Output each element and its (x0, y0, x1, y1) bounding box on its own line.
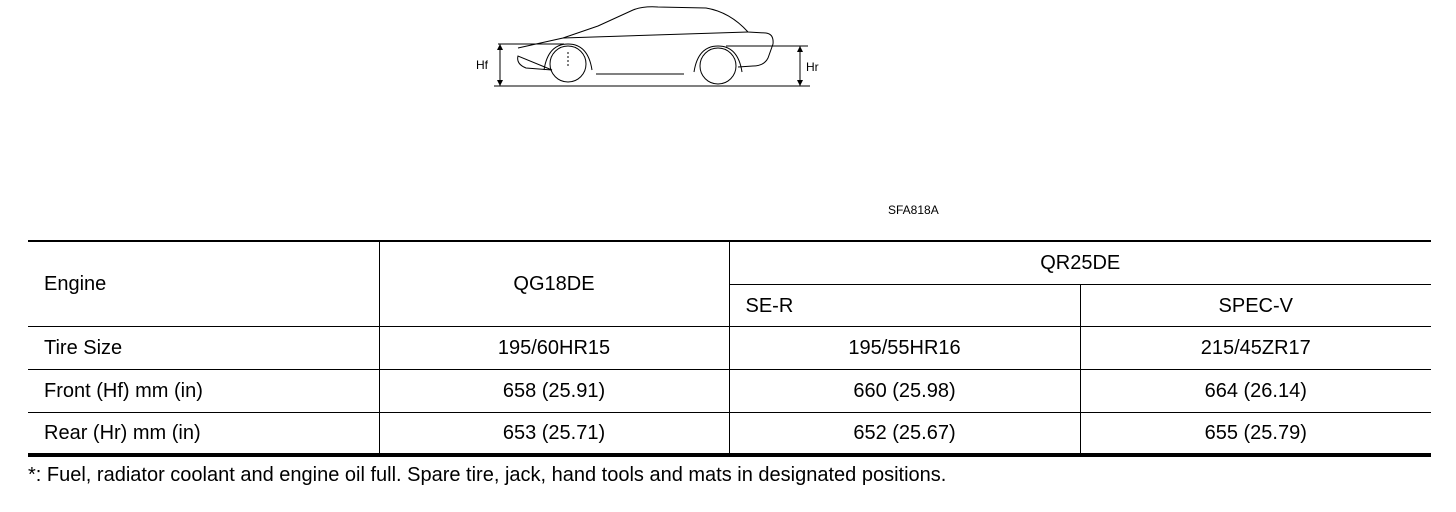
row-label: Rear (Hr) mm (in) (28, 413, 379, 456)
row-label: Front (Hf) mm (in) (28, 370, 379, 413)
row-label: Tire Size (28, 327, 379, 370)
table-header-row (28, 241, 1431, 285)
table-row (28, 370, 1431, 413)
ser-header: SE-R (729, 285, 1080, 327)
vehicle-height-diagram (468, 0, 828, 100)
table-cell: 195/55HR16 (729, 327, 1080, 370)
table-cell: 655 (25.79) (1080, 413, 1431, 456)
rear-height-label: Hr (806, 60, 819, 74)
engine-header: Engine (28, 241, 379, 327)
table-cell: 195/60HR15 (379, 327, 729, 370)
specv-header: SPEC-V (1080, 285, 1431, 327)
table-cell: 664 (26.14) (1080, 370, 1431, 413)
table-cell: 658 (25.91) (379, 370, 729, 413)
rear-wheel (700, 48, 736, 84)
front-height-label: Hf (476, 58, 488, 72)
table-cell: 652 (25.67) (729, 413, 1080, 456)
table-row (28, 413, 1431, 456)
table-cell: 215/45ZR17 (1080, 327, 1431, 370)
car-window-line (563, 32, 748, 38)
qr25de-header: QR25DE (729, 241, 1431, 285)
table-cell: 660 (25.98) (729, 370, 1080, 413)
footnote: *: Fuel, radiator coolant and engine oil full. Spare tire, jack, hand tools and mats in designated positions. (28, 464, 947, 486)
qg18de-header: QG18DE (379, 241, 729, 327)
figure-code: SFA818A (888, 203, 939, 217)
vehicle-height-table (28, 240, 1431, 457)
table-cell: 653 (25.71) (379, 413, 729, 456)
table-row (28, 327, 1431, 370)
car-body-outline (518, 7, 773, 74)
